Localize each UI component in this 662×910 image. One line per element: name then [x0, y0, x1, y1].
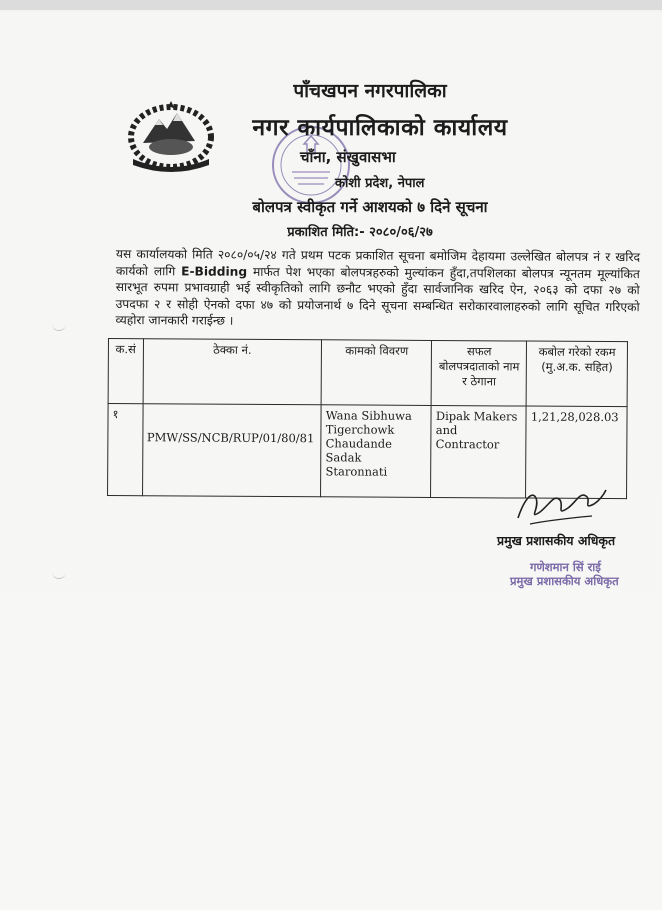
tender-table — [107, 338, 628, 499]
row-description: Wana Sibhuwa Tigerchowk Chaudande Sadak Staronnati — [321, 405, 432, 498]
office-location: चाँना, संखुवासभा — [300, 148, 396, 166]
scan-edge — [0, 0, 662, 10]
col-contract-no-header: ठेक्का नं. — [143, 339, 322, 405]
signatory-title: प्रमुख प्रशासकीय अधिकृत — [497, 533, 616, 548]
office-name: नगर कार्यपालिकाको कार्यालय — [252, 115, 508, 141]
col-bidder-header: सफल बोलपत्रदाताको नाम र ठेगाना — [431, 340, 526, 406]
row-sn: १ — [108, 404, 143, 496]
hole-punch-mark — [52, 570, 66, 579]
stamp-officer-title: प्रमुख प्रशासकीय अधिकृत — [510, 574, 619, 588]
stamp-officer-name: गणेशमान सिं राई — [530, 560, 601, 574]
table-header-row — [108, 339, 627, 407]
row-amount: 1,21,28,028.03 — [526, 406, 627, 499]
col-description-header: कामको विवरण — [321, 340, 431, 406]
col-amount-header: कबोल गरेको रकम (मु.अ.क. सहित) — [526, 341, 627, 407]
province-country: कोशी प्रदेश, नेपाल — [335, 176, 425, 191]
hole-punch-mark — [52, 322, 66, 331]
notice-title: बोलपत्र स्वीकृत गर्ने आशयको ७ दिने सूचना — [252, 198, 488, 216]
row-bidder: Dipak Makers and Contractor — [431, 405, 527, 498]
published-date: प्रकाशित मिति:- २०८०/०६/२७ — [287, 225, 433, 240]
col-sn-header: क.सं — [108, 339, 143, 404]
municipality-name: पाँचखपन नगरपालिका — [293, 80, 447, 102]
notice-body-part2: मार्फत पेश भएका बोलपत्रहरुको मुल्यांकन हुँदा,तपशिलका बोलपत्र न्यूनतम मूल्यांकित सारभूत रुपमा प्रभावग्राही भई स्वीकृतिको लागि छनौट भएको हुँदा सार्वजानिक खरिद ऐन, २०६३ को दफा २७ को उपदफा २ र सोही ऐनको दफा ४७ को प्रयोजनार्थ ७ दिने सूचना सम्बन्धित सरोकारवालाहरुको लागि सूचित गरिएको व्यहोरा जानकारी गराईन्छ । — [115, 264, 640, 328]
e-bidding-label: E-Bidding — [181, 263, 248, 279]
notice-body — [115, 246, 639, 332]
notice-body-part1: यस कार्यालयको मिति २०८०/०५/२४ गते प्रथम पटक प्रकाशित सूचना बमोजिम देहायमा उल्लेखित बोलपत्र नं र खरिद कार्यको लागि — [115, 246, 640, 278]
row-contract-no: PMW/SS/NCB/RUP/01/80/81 — [142, 404, 321, 497]
signature-icon — [510, 480, 610, 530]
